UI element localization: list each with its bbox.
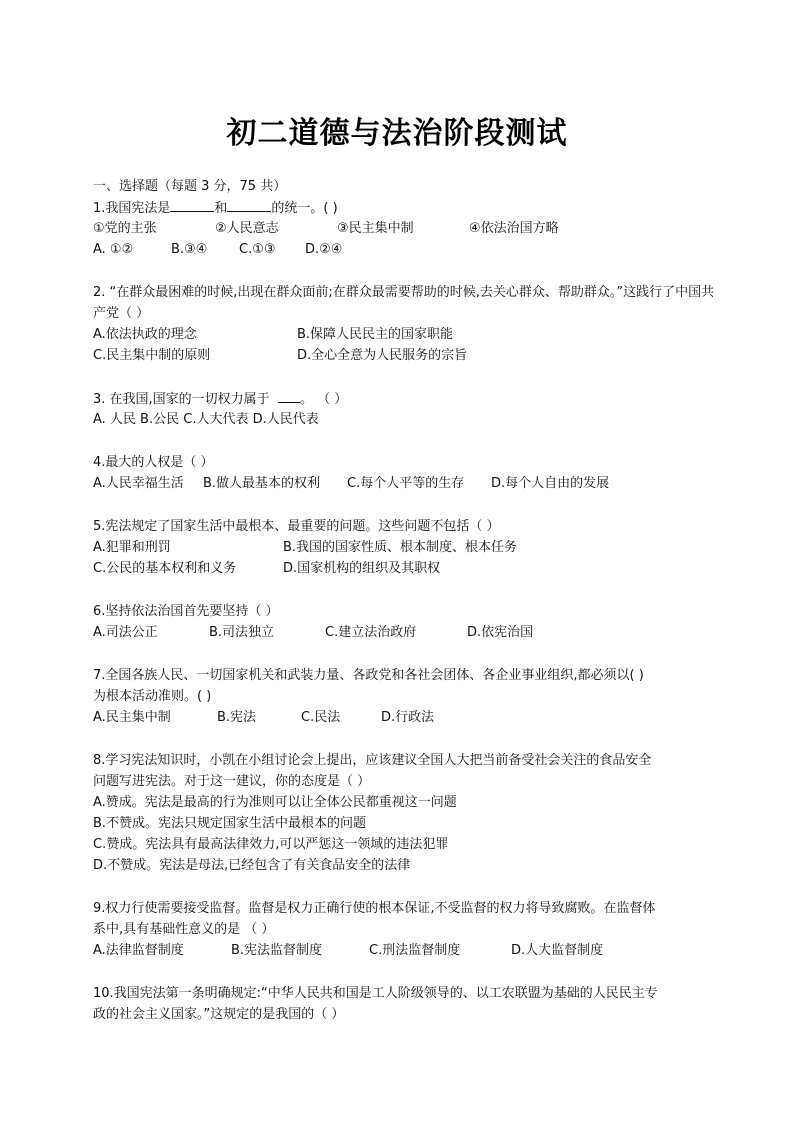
question-3-stem: [93, 388, 723, 409]
question-2-options-row-1: [93, 324, 723, 345]
question-8-option: A.赞成。宪法是最高的行为准则可以让全体公民都重视这一问题: [93, 795, 457, 810]
question-list: [93, 176, 723, 1025]
question-7-option: C.民法: [301, 710, 341, 725]
question-7-stem-line-2: 为根本活动准则。( ): [93, 689, 212, 704]
question-4-options: [93, 473, 723, 494]
question-8-option: D.不赞成。宪法是母法,已经包含了有关食品安全的法律: [93, 858, 411, 873]
question-7-option: D.行政法: [381, 710, 435, 725]
question-4-option: A.人民幸福生活: [93, 476, 184, 491]
question-4-option: C.每个人平等的生存: [347, 476, 465, 491]
question-4-option: B.做人最基本的权利: [203, 476, 321, 491]
question-1-option: A. ①②: [93, 242, 134, 257]
question-1-option: C.①③: [239, 242, 276, 257]
question-4-option: D.每个人自由的发展: [491, 476, 610, 491]
question-6-option: D.依宪治国: [467, 625, 534, 640]
question-9-stem-line-1: 9.权力行使需要接受监督。监督是权力正确行使的根本保证,不受监督的权力将导致腐败。在监督体: [93, 901, 656, 916]
question-8-option: C.赞成。宪法具有最高法律效力,可以严惩这一领域的违法犯罪: [93, 837, 449, 852]
question-1-option: D.②④: [305, 242, 343, 257]
question-2-option: C.民主集中制的原则: [93, 348, 211, 363]
question-8-option: B.不赞成。宪法只规定国家生活中最根本的问题: [93, 816, 367, 831]
question-7-option: A.民主集中制: [93, 710, 171, 725]
question-5-option: A.犯罪和刑罚: [93, 540, 171, 555]
question-10-stem-line-2: 政的社会主义国家。”这规定的是我国的（ ）: [93, 1007, 345, 1022]
question-1-blank-2: [227, 197, 271, 212]
question-2-option: B.保障人民民主的国家职能: [297, 327, 454, 342]
question-9-option: A.法律监督制度: [93, 943, 184, 958]
question-3-suffix: 。 （ ）: [299, 392, 348, 407]
question-9-option: B.宪法监督制度: [231, 943, 323, 958]
question-9-option: D.人大监督制度: [511, 943, 604, 958]
question-7-stem-line-1: 7.全国各族人民、一切国家机关和武装力量、各政党和各社会团体、各企业事业组织,都必须以( ): [93, 668, 644, 683]
question-9-option: C.刑法监督制度: [369, 943, 461, 958]
question-5-stem: 5.宪法规定了国家生活中最根本、最重要的问题。这些问题不包括（ ）: [93, 519, 500, 534]
section-heading: 一、选择题（每题 3 分，75 共）: [93, 179, 287, 194]
question-7-options: [93, 707, 723, 728]
question-1-mid: 和: [214, 201, 228, 216]
question-4-stem: 4.最大的人权是（ ）: [93, 455, 214, 470]
question-3-options: A. 人民 B.公民 C.人大代表 D.人民代表: [93, 412, 319, 427]
question-6-stem: 6.坚持依法治国首先要坚持（ ）: [93, 604, 279, 619]
question-9-options: [93, 940, 723, 961]
question-1-item: ②人民意志: [215, 221, 279, 236]
question-5-options-row-1: [93, 537, 723, 558]
question-6-options: [93, 622, 723, 643]
question-6-option: A.司法公正: [93, 625, 158, 640]
question-8-stem-line-1: 8.学习宪法知识时，小凯在小组讨论会上提出，应该建议全国人大把当前备受社会关注的食品安全: [93, 753, 652, 768]
question-5-option: C.公民的基本权利和义务: [93, 561, 237, 576]
question-1-item: ④依法治国方略: [469, 221, 559, 236]
question-8-stem-line-2: 问题写进宪法。对于这一建议，你的态度是（ ）: [93, 774, 371, 789]
question-5-option: B.我国的国家性质、根本制度、根本任务: [283, 540, 518, 555]
question-1-stem: [93, 197, 723, 218]
question-10-stem-line-1: 10.我国宪法第一条明确规定:“中华人民共和国是工人阶级领导的、以工农联盟为基础的人民民主专: [93, 986, 658, 1001]
question-2-option: A.依法执政的理念: [93, 327, 197, 342]
question-9-stem-line-2: 系中,具有基础性意义的是 （ ）: [93, 922, 275, 937]
question-5-option: D.国家机构的组织及其职权: [283, 561, 441, 576]
question-1-blank-1: [170, 197, 214, 212]
question-6-option: B.司法独立: [209, 625, 275, 640]
question-6-option: C.建立法治政府: [325, 625, 417, 640]
question-2-stem: 2. “在群众最困难的时候,出现在群众面前;在群众最需要帮助的时候,去关心群众、帮助群众。”这践行了中国共产党（ ）: [93, 285, 715, 321]
question-2-options-row-2: [93, 345, 723, 366]
question-3-blank: [278, 388, 300, 403]
question-5-options-row-2: [93, 558, 723, 579]
question-3-prefix: 3. 在我国,国家的一切权力属于: [93, 392, 270, 407]
question-2-option: D.全心全意为人民服务的宗旨: [297, 348, 468, 363]
question-1-prefix: 1.我国宪法是: [93, 201, 171, 216]
question-7-option: B.宪法: [217, 710, 257, 725]
question-1-suffix: 的统一。( ): [271, 201, 338, 216]
page-title: 初二道德与法治阶段测试: [226, 116, 568, 151]
question-1-option: B.③④: [171, 242, 208, 257]
question-1-options: [93, 239, 723, 260]
question-1-item: ①党的主张: [93, 221, 157, 236]
question-1-item: ③民主集中制: [337, 221, 414, 236]
question-1-items: [93, 218, 723, 239]
